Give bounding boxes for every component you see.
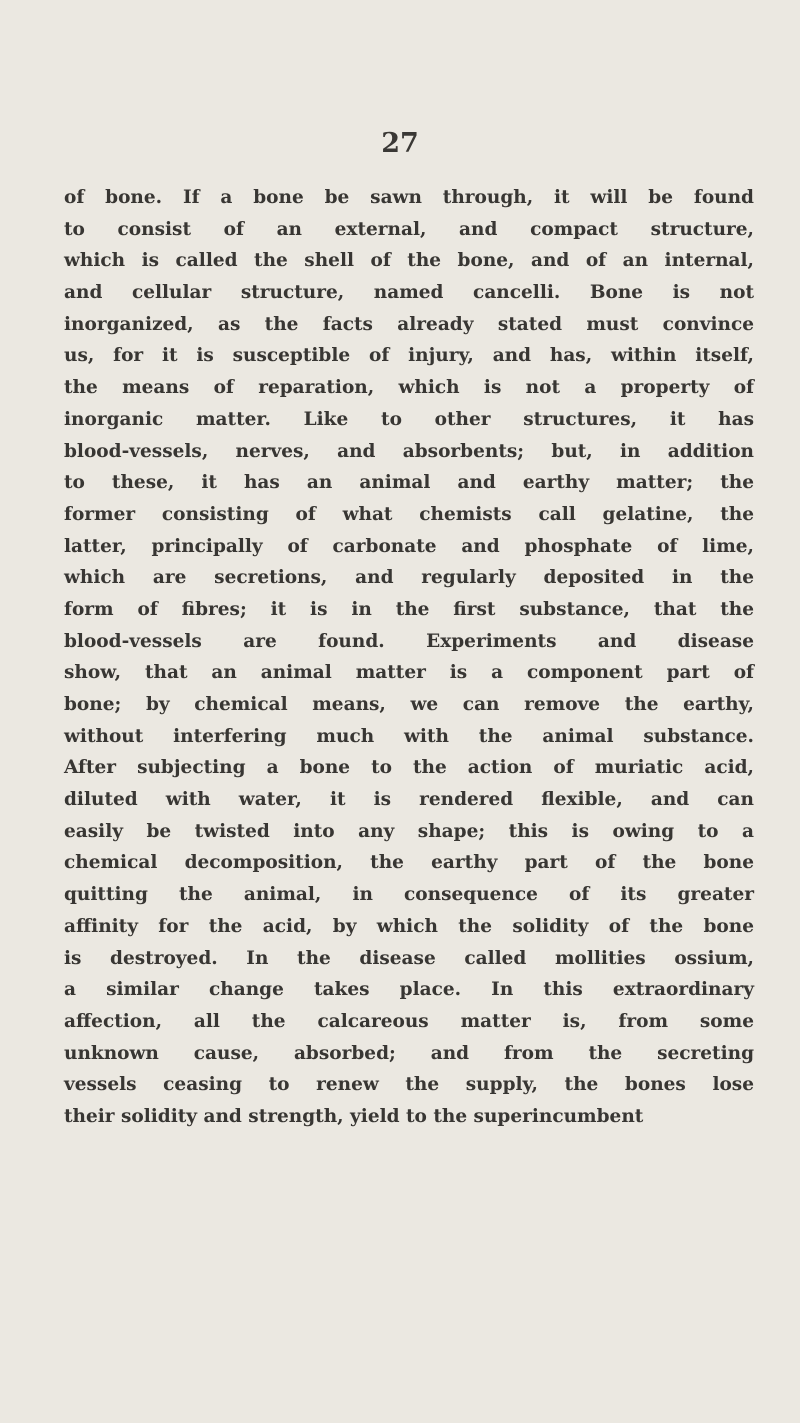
text-line: to these, it has an animal and earthy matter; the xyxy=(64,472,754,494)
text-line: us, for it is susceptible of injury, and has, within itself, xyxy=(64,345,754,367)
text-line: is destroyed. In the disease called mollities ossium, xyxy=(64,947,754,969)
text-line: without interfering much with the animal substance. xyxy=(64,725,754,747)
text-line: which is called the shell of the bone, and of an internal, xyxy=(64,250,754,272)
text-line: which are secretions, and regularly deposited in the xyxy=(64,567,754,589)
text-line: their solidity and strength, yield to the superincumbent xyxy=(64,1105,644,1127)
text-line: inorganic matter. Like to other structures, it has xyxy=(64,408,754,430)
text-line: the means of reparation, which is not a property of xyxy=(64,377,754,399)
text-line: show, that an animal matter is a component part of xyxy=(64,662,754,684)
text-line: to consist of an external, and compact structure, xyxy=(64,218,754,240)
page-number: 27 xyxy=(381,128,419,159)
text-line: and cellular structure, named cancelli. Bone is not xyxy=(64,282,754,304)
text-line: of bone. If a bone be sawn through, it will be found xyxy=(64,187,754,208)
text-line: blood-vessels, nerves, and absorbents; but, in addition xyxy=(64,440,754,462)
text-line: affection, all the calcareous matter is, from some xyxy=(64,1010,754,1032)
text-line: form of fibres; it is in the first substance, that the xyxy=(64,598,754,620)
text-line: unknown cause, absorbed; and from the secreting xyxy=(64,1042,754,1064)
text-line: vessels ceasing to renew the supply, the bones lose xyxy=(64,1074,754,1096)
text-line: chemical decomposition, the earthy part of the bone xyxy=(64,852,754,874)
body-text xyxy=(64,182,754,1133)
text-line: bone; by chemical means, we can remove the earthy, xyxy=(64,694,754,715)
text-line: inorganized, as the facts already stated must convince xyxy=(64,313,754,335)
text-line: easily be twisted into any shape; this is owing to a xyxy=(64,820,754,842)
text-line: blood-vessels are found. Experiments and disease xyxy=(64,630,754,652)
text-line: diluted with water, it is rendered flexible, and can xyxy=(64,789,754,811)
text-line: affinity for the acid, by which the solidity of the bone xyxy=(64,915,754,937)
text-line: former consisting of what chemists call gelatine, the xyxy=(64,503,754,525)
text-line: quitting the animal, in consequence of its greater xyxy=(64,884,754,906)
text-line: After subjecting a bone to the action of muriatic acid, xyxy=(64,757,754,779)
text-line: latter, principally of carbonate and phosphate of lime, xyxy=(64,535,754,557)
text-line: a similar change takes place. In this extraordinary xyxy=(64,979,754,1001)
